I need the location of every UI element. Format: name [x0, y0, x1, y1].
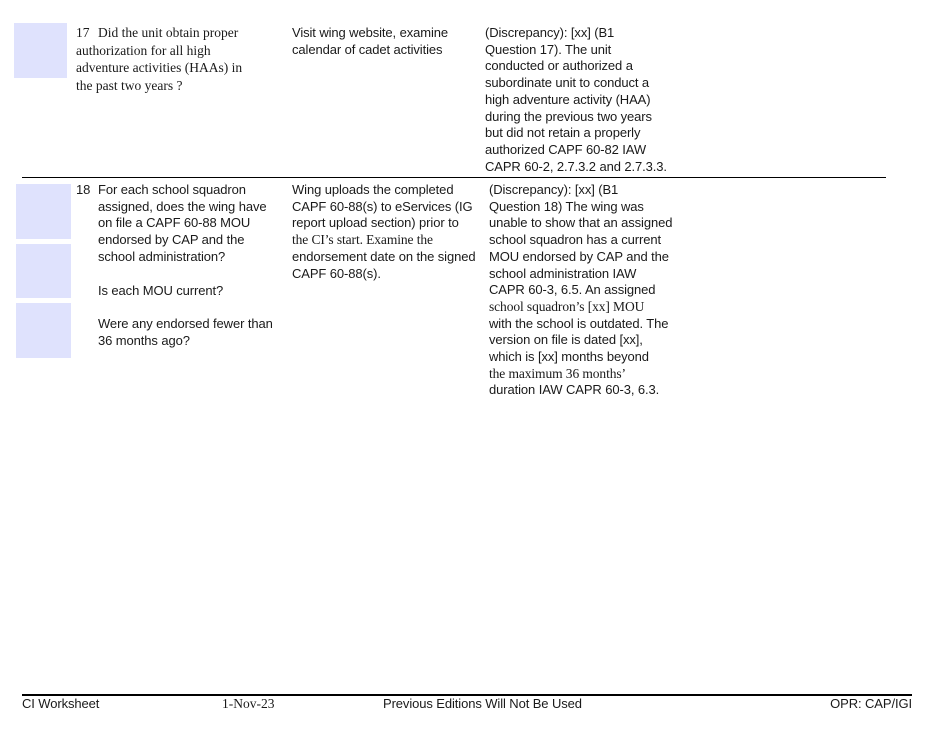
footer-form-name: CI Worksheet [22, 696, 100, 711]
question-18-mou-current: Is each MOU current? [98, 283, 224, 298]
footer-date: 1-Nov-23 [222, 696, 275, 711]
response-box-q18-a[interactable] [16, 184, 71, 239]
row-divider [22, 177, 886, 178]
question-17-text: Did the unit obtain proper authorization for all high adventure activities (HAAs) in the past two years ? [76, 25, 243, 93]
response-box-q18-b[interactable] [16, 244, 71, 298]
footer-notice: Previous Editions Will Not Be Used [383, 696, 582, 711]
response-box-q18-c[interactable] [16, 303, 71, 358]
question-18-text: For each school squadron assigned, does the wing have on file a CAPF 60-88 MOU endorsed by CAP and the school administration? [98, 182, 267, 264]
question-18-number: 18 [76, 182, 91, 197]
question-18-guidance: Wing uploads the completed CAPF 60-88(s) to eServices (IG report upload section) prior to the CI’s start. Examine the endorsement date on the signed CAPF 60-88(s). [292, 182, 476, 281]
question-18-discrepancy: (Discrepancy): [xx] (B1 Question 18) The wing was unable to show that an assigned school squadron has a current MOU endorsed by CAP and the school administration IAW CAPR 60-3, 6.5. An assigned school squadron’s [xx] MOU with the school is outdated. The version on file is dated [xx], which is [xx] months beyond the maximum 36 months’ duration IAW CAPR 60-3, 6.3. [489, 182, 673, 398]
question-17-discrepancy: (Discrepancy): [xx] (B1 Question 17). The unit conducted or authorized a subordinate unit to conduct a high adventure activity (HAA) during the previous two years but did not retain a properly authorized CAPF 60-82 IAW CAPR 60-2, 2.7.3.2 and 2.7.3.3. [485, 25, 667, 174]
question-18-endorsed: Were any endorsed fewer than 36 months ago? [98, 316, 273, 348]
question-17-guidance: Visit wing website, examine calendar of cadet activities [292, 25, 449, 57]
response-box-q17[interactable] [14, 23, 67, 78]
question-17-number: 17 [76, 25, 90, 40]
footer-opr: OPR: CAP/IGI [830, 696, 912, 711]
